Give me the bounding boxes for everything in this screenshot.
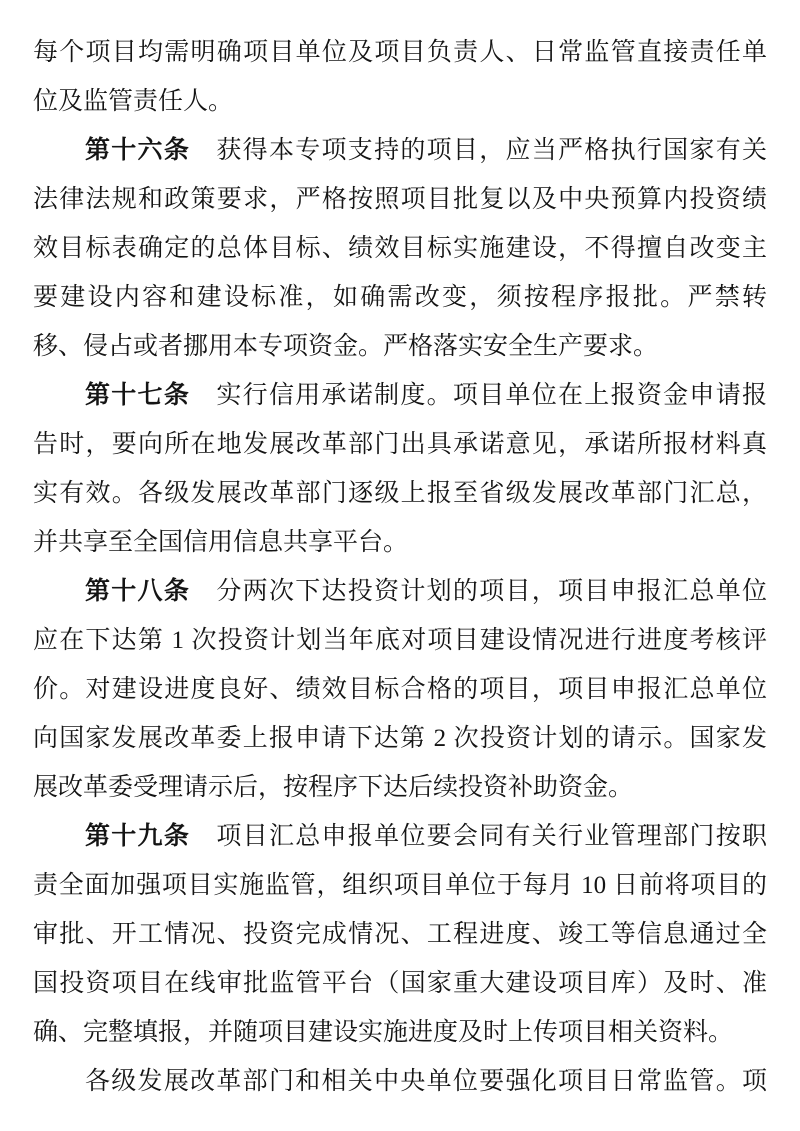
paragraph-article-19 — [33, 812, 767, 1057]
article-number-label: 第十八条 — [85, 578, 191, 605]
paragraph-article-18 — [33, 567, 767, 812]
paragraph-article-16 — [33, 126, 767, 371]
text-line — [33, 1008, 767, 1057]
article-number-label: 第十七条 — [85, 382, 191, 409]
text-run: 国投资项目在线审批监管平台（国家重大建设项目库）及时、准 — [33, 970, 767, 997]
text-line — [33, 224, 767, 273]
text-line — [33, 469, 767, 518]
text-run: 告时，要向所在地发展改革部门出具承诺意见，承诺所报材料真 — [33, 431, 767, 458]
text-run: 价。对建设进度良好、绩效目标合格的项目，项目申报汇总单位 — [33, 676, 767, 703]
document-body — [33, 28, 767, 1106]
text-run: 实行信用承诺制度。项目单位在上报资金申请报 — [190, 382, 767, 409]
text-run: 获得本专项支持的项目，应当严格执行国家有关 — [190, 137, 767, 164]
text-run: 位及监管责任人。 — [33, 88, 234, 115]
text-run: 责全面加强项目实施监管，组织项目单位于每月 10 日前将项目的 — [33, 872, 767, 899]
text-line — [33, 126, 767, 175]
text-line — [33, 1057, 767, 1106]
text-line — [33, 910, 767, 959]
text-run: 展改革委受理请示后，按程序下达后续投资补助资金。 — [33, 774, 634, 801]
text-run: 确、完整填报，并随项目建设实施进度及时上传项目相关资料。 — [33, 1019, 734, 1046]
text-line — [33, 616, 767, 665]
text-line — [33, 28, 767, 77]
text-line — [33, 420, 767, 469]
text-line — [33, 175, 767, 224]
text-line — [33, 861, 767, 910]
text-line — [33, 665, 767, 714]
text-run: 每个项目均需明确项目单位及项目负责人、日常监管直接责任单 — [33, 39, 767, 66]
paragraph-daily-supervision-start — [33, 1057, 767, 1106]
text-run: 法律法规和政策要求，严格按照项目批复以及中央预算内投资绩 — [33, 186, 767, 213]
text-line — [33, 763, 767, 812]
text-run: 应在下达第 1 次投资计划当年底对项目建设情况进行进度考核评 — [33, 627, 767, 654]
text-run: 移、侵占或者挪用本专项资金。严格落实安全生产要求。 — [33, 333, 659, 360]
text-run: 项目汇总申报单位要会同有关行业管理部门按职 — [190, 823, 767, 850]
text-run: 分两次下达投资计划的项目，项目申报汇总单位 — [190, 578, 767, 605]
text-run: 各级发展改革部门和相关中央单位要强化项目日常监管。项 — [85, 1068, 767, 1095]
text-line — [33, 714, 767, 763]
paragraph-continuation-top — [33, 28, 767, 126]
text-run: 审批、开工情况、投资完成情况、工程进度、竣工等信息通过全 — [33, 921, 767, 948]
paragraph-article-17 — [33, 371, 767, 567]
text-line — [33, 567, 767, 616]
text-run: 实有效。各级发展改革部门逐级上报至省级发展改革部门汇总， — [33, 480, 767, 507]
text-run: 向国家发展改革委上报申请下达第 2 次投资计划的请示。国家发 — [33, 725, 767, 752]
text-line — [33, 322, 767, 371]
text-line — [33, 518, 767, 567]
text-run: 要建设内容和建设标准，如确需改变，须按程序报批。严禁转 — [33, 284, 767, 311]
article-number-label: 第十九条 — [85, 823, 191, 850]
text-run: 效目标表确定的总体目标、绩效目标实施建设，不得擅自改变主 — [33, 235, 767, 262]
text-line — [33, 959, 767, 1008]
text-line — [33, 371, 767, 420]
article-number-label: 第十六条 — [85, 137, 191, 164]
text-line — [33, 273, 767, 322]
text-line — [33, 77, 767, 126]
text-line — [33, 812, 767, 861]
text-run: 并共享至全国信用信息共享平台。 — [33, 529, 409, 556]
